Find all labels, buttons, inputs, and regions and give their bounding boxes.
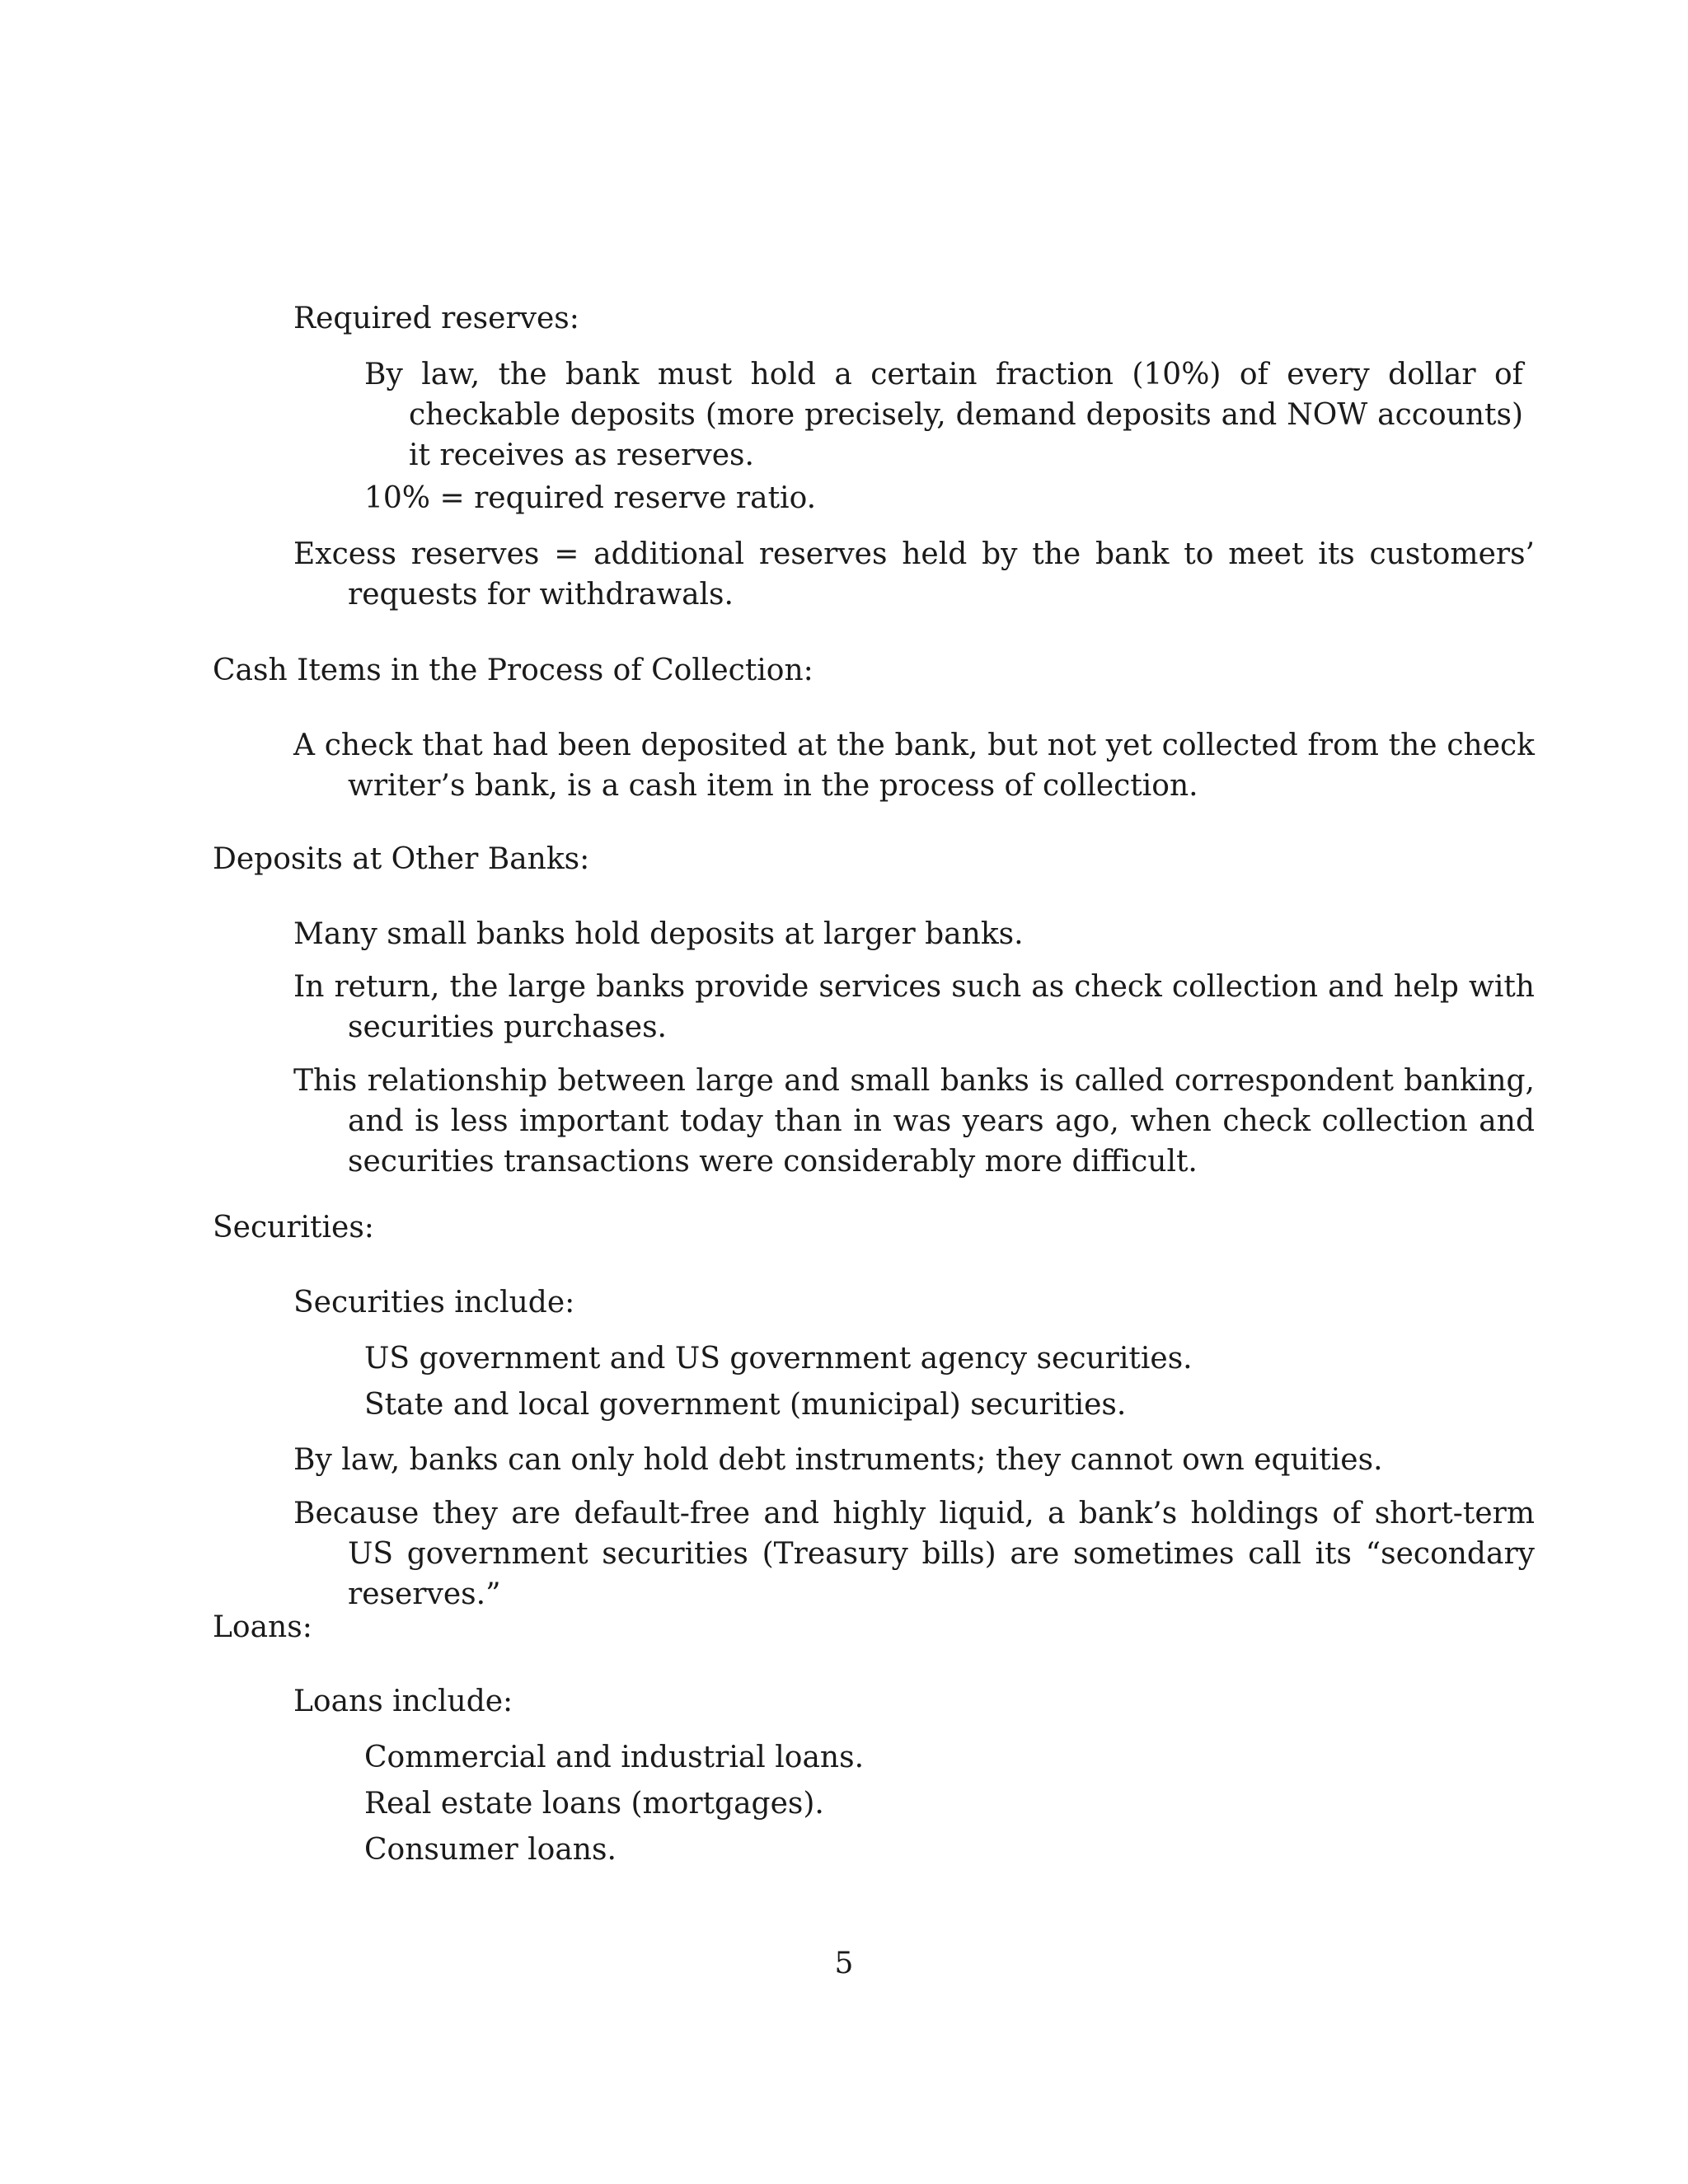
securities-include-item: State and local government (municipal) securities. [364, 1388, 1127, 1422]
excess-reserves: Excess reserves = additional reserves held by the bank to meet its customers’ requests for withdrawals. [293, 537, 1535, 612]
securities-secondary-reserves: Because they are default-free and highly liquid, a bank’s holdings of short-term US government securities (Treasury bills) are sometimes call its “secondary reserves.” [293, 1497, 1535, 1611]
securities-heading: Securities: [213, 1211, 374, 1244]
deposits-item-3: This relationship between large and small banks is called correspondent banking, and is less important today than in was years ago, when check collection and securities transactions were considerably more difficult. [293, 1064, 1535, 1179]
cash-items-text: A check that had been deposited at the bank, but not yet collected from the check writer’s bank, is a cash item in the process of collection. [293, 729, 1535, 803]
securities-include-item: US government and US government agency securities. [364, 1342, 1193, 1376]
loans-include-item: Consumer loans. [364, 1833, 617, 1867]
deposits-other-banks-heading: Deposits at Other Banks: [213, 842, 590, 876]
cash-items-heading: Cash Items in the Process of Collection: [213, 654, 814, 687]
loans-heading: Loans: [213, 1610, 312, 1644]
required-reserves-heading: Required reserves: [293, 302, 579, 335]
securities-law: By law, banks can only hold debt instruments; they cannot own equities. [293, 1443, 1383, 1477]
securities-include-label: Securities include: [293, 1286, 575, 1319]
deposits-item-1: Many small banks hold deposits at larger banks. [293, 917, 1024, 951]
required-reserves-law: By law, the bank must hold a certain fraction (10%) of every dollar of checkable deposits (more precisely, demand deposits and NOW accounts) it receives as reserves. [364, 358, 1523, 472]
page-number: 5 [834, 1947, 854, 1980]
loans-include-item: Commercial and industrial loans. [364, 1741, 865, 1774]
deposits-item-2: In return, the large banks provide services such as check collection and help with securities purchases. [293, 970, 1535, 1044]
loans-include-item: Real estate loans (mortgages). [364, 1787, 824, 1821]
required-reserve-ratio: 10% = required reserve ratio. [364, 481, 817, 515]
loans-include-label: Loans include: [293, 1685, 513, 1718]
